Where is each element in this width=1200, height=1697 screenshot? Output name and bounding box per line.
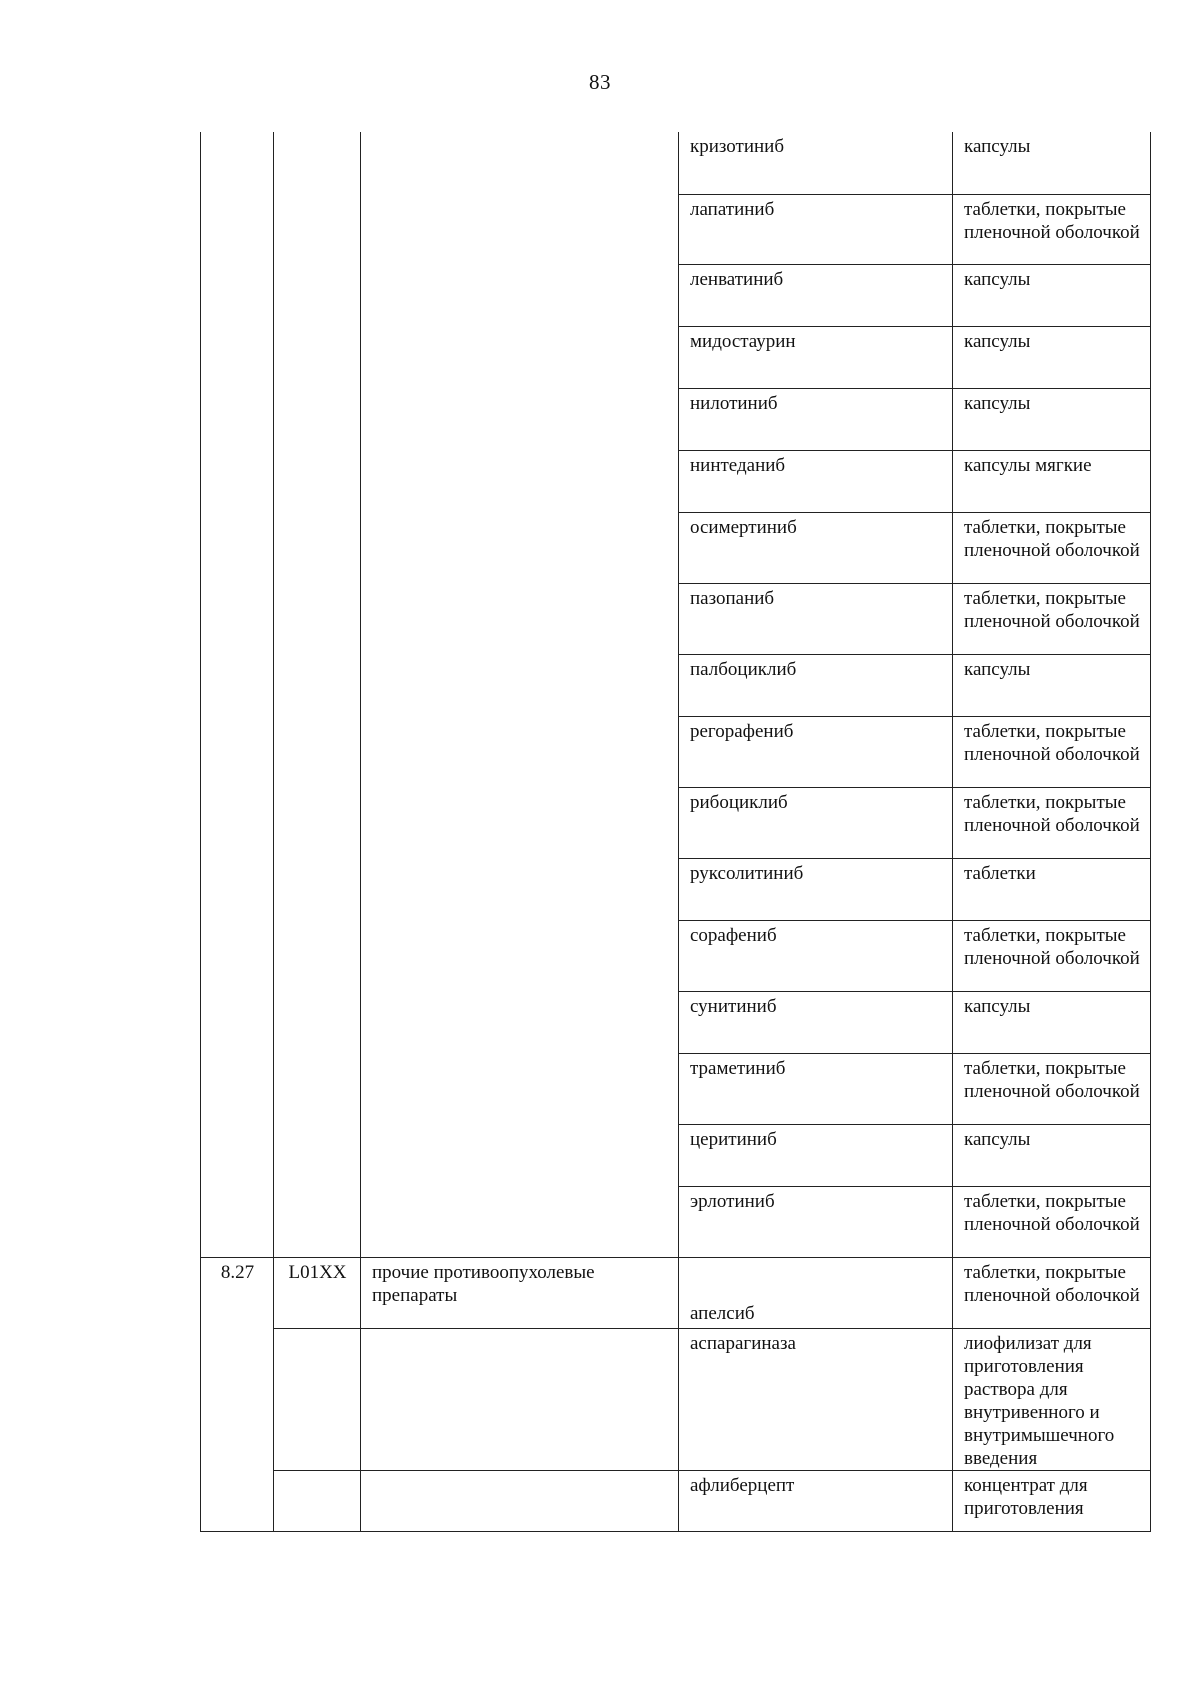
dosage-form-cell: капсулы <box>953 991 1151 1053</box>
drug-name-cell: ленватиниб <box>679 264 953 326</box>
table-row <box>201 132 1151 194</box>
group-name-cell <box>361 1470 679 1531</box>
drug-name-cell: палбоциклиб <box>679 654 953 716</box>
dosage-form-cell: капсулы <box>953 654 1151 716</box>
code-cell <box>274 132 361 1257</box>
group-code-cell: L01XX <box>274 1257 361 1328</box>
page-number: 83 <box>589 70 611 94</box>
drug-name-cell: лапатиниб <box>679 194 953 264</box>
drug-name-cell: осимертиниб <box>679 512 953 583</box>
dosage-form-cell: капсулы <box>953 264 1151 326</box>
group-number-cell: 8.27 <box>201 1257 274 1531</box>
code-cell <box>274 1328 361 1470</box>
drug-name-cell: пазопаниб <box>679 583 953 654</box>
table-row <box>201 1257 1151 1328</box>
number-cell <box>201 132 274 1257</box>
dosage-form-cell: таблетки, покрытые пленочной оболочкой <box>953 920 1151 991</box>
dosage-form-cell: таблетки, покрытые пленочной оболочкой <box>953 512 1151 583</box>
drug-table <box>200 132 1151 1532</box>
drug-name-cell: руксолитиниб <box>679 858 953 920</box>
drug-name-cell: кризотиниб <box>679 132 953 194</box>
drug-name-cell: рибоциклиб <box>679 787 953 858</box>
code-cell <box>274 1470 361 1531</box>
drug-name-cell: эрлотиниб <box>679 1186 953 1257</box>
table-row <box>201 1328 1151 1470</box>
dosage-form-cell: капсулы <box>953 1124 1151 1186</box>
drug-name-cell: нинтеданиб <box>679 450 953 512</box>
group-name-cell: прочие противоопухолевые препараты <box>361 1257 679 1328</box>
drug-name-cell: траметиниб <box>679 1053 953 1124</box>
dosage-form-cell: концентрат для приготовления <box>953 1470 1151 1531</box>
drug-name-cell: сорафениб <box>679 920 953 991</box>
table-row <box>201 1470 1151 1531</box>
dosage-form-cell: капсулы <box>953 326 1151 388</box>
dosage-form-cell: таблетки, покрытые пленочной оболочкой <box>953 583 1151 654</box>
drug-name-cell: мидостаурин <box>679 326 953 388</box>
drug-name-cell: афлиберцепт <box>679 1470 953 1531</box>
group-name-cell <box>361 132 679 1257</box>
dosage-form-cell: капсулы <box>953 132 1151 194</box>
dosage-form-cell: таблетки <box>953 858 1151 920</box>
group-name-cell <box>361 1328 679 1470</box>
drug-name-cell: церитиниб <box>679 1124 953 1186</box>
dosage-form-cell: таблетки, покрытые пленочной оболочкой <box>953 1053 1151 1124</box>
dosage-form-cell: таблетки, покрытые пленочной оболочкой <box>953 1257 1151 1328</box>
dosage-form-cell: капсулы <box>953 388 1151 450</box>
drug-name-cell: нилотиниб <box>679 388 953 450</box>
dosage-form-cell: капсулы мягкие <box>953 450 1151 512</box>
dosage-form-cell: таблетки, покрытые пленочной оболочкой <box>953 1186 1151 1257</box>
dosage-form-cell: лиофилизат для приготовления раствора для внутривенного и внутримышечного введения <box>953 1328 1151 1470</box>
dosage-form-cell: таблетки, покрытые пленочной оболочкой <box>953 194 1151 264</box>
dosage-form-cell: таблетки, покрытые пленочной оболочкой <box>953 716 1151 787</box>
dosage-form-cell: таблетки, покрытые пленочной оболочкой <box>953 787 1151 858</box>
drug-name-cell: аспарагиназа <box>679 1328 953 1470</box>
drug-name-cell: сунитиниб <box>679 991 953 1053</box>
drug-name-cell: регорафениб <box>679 716 953 787</box>
drug-name-cell: апелсиб <box>679 1257 953 1328</box>
